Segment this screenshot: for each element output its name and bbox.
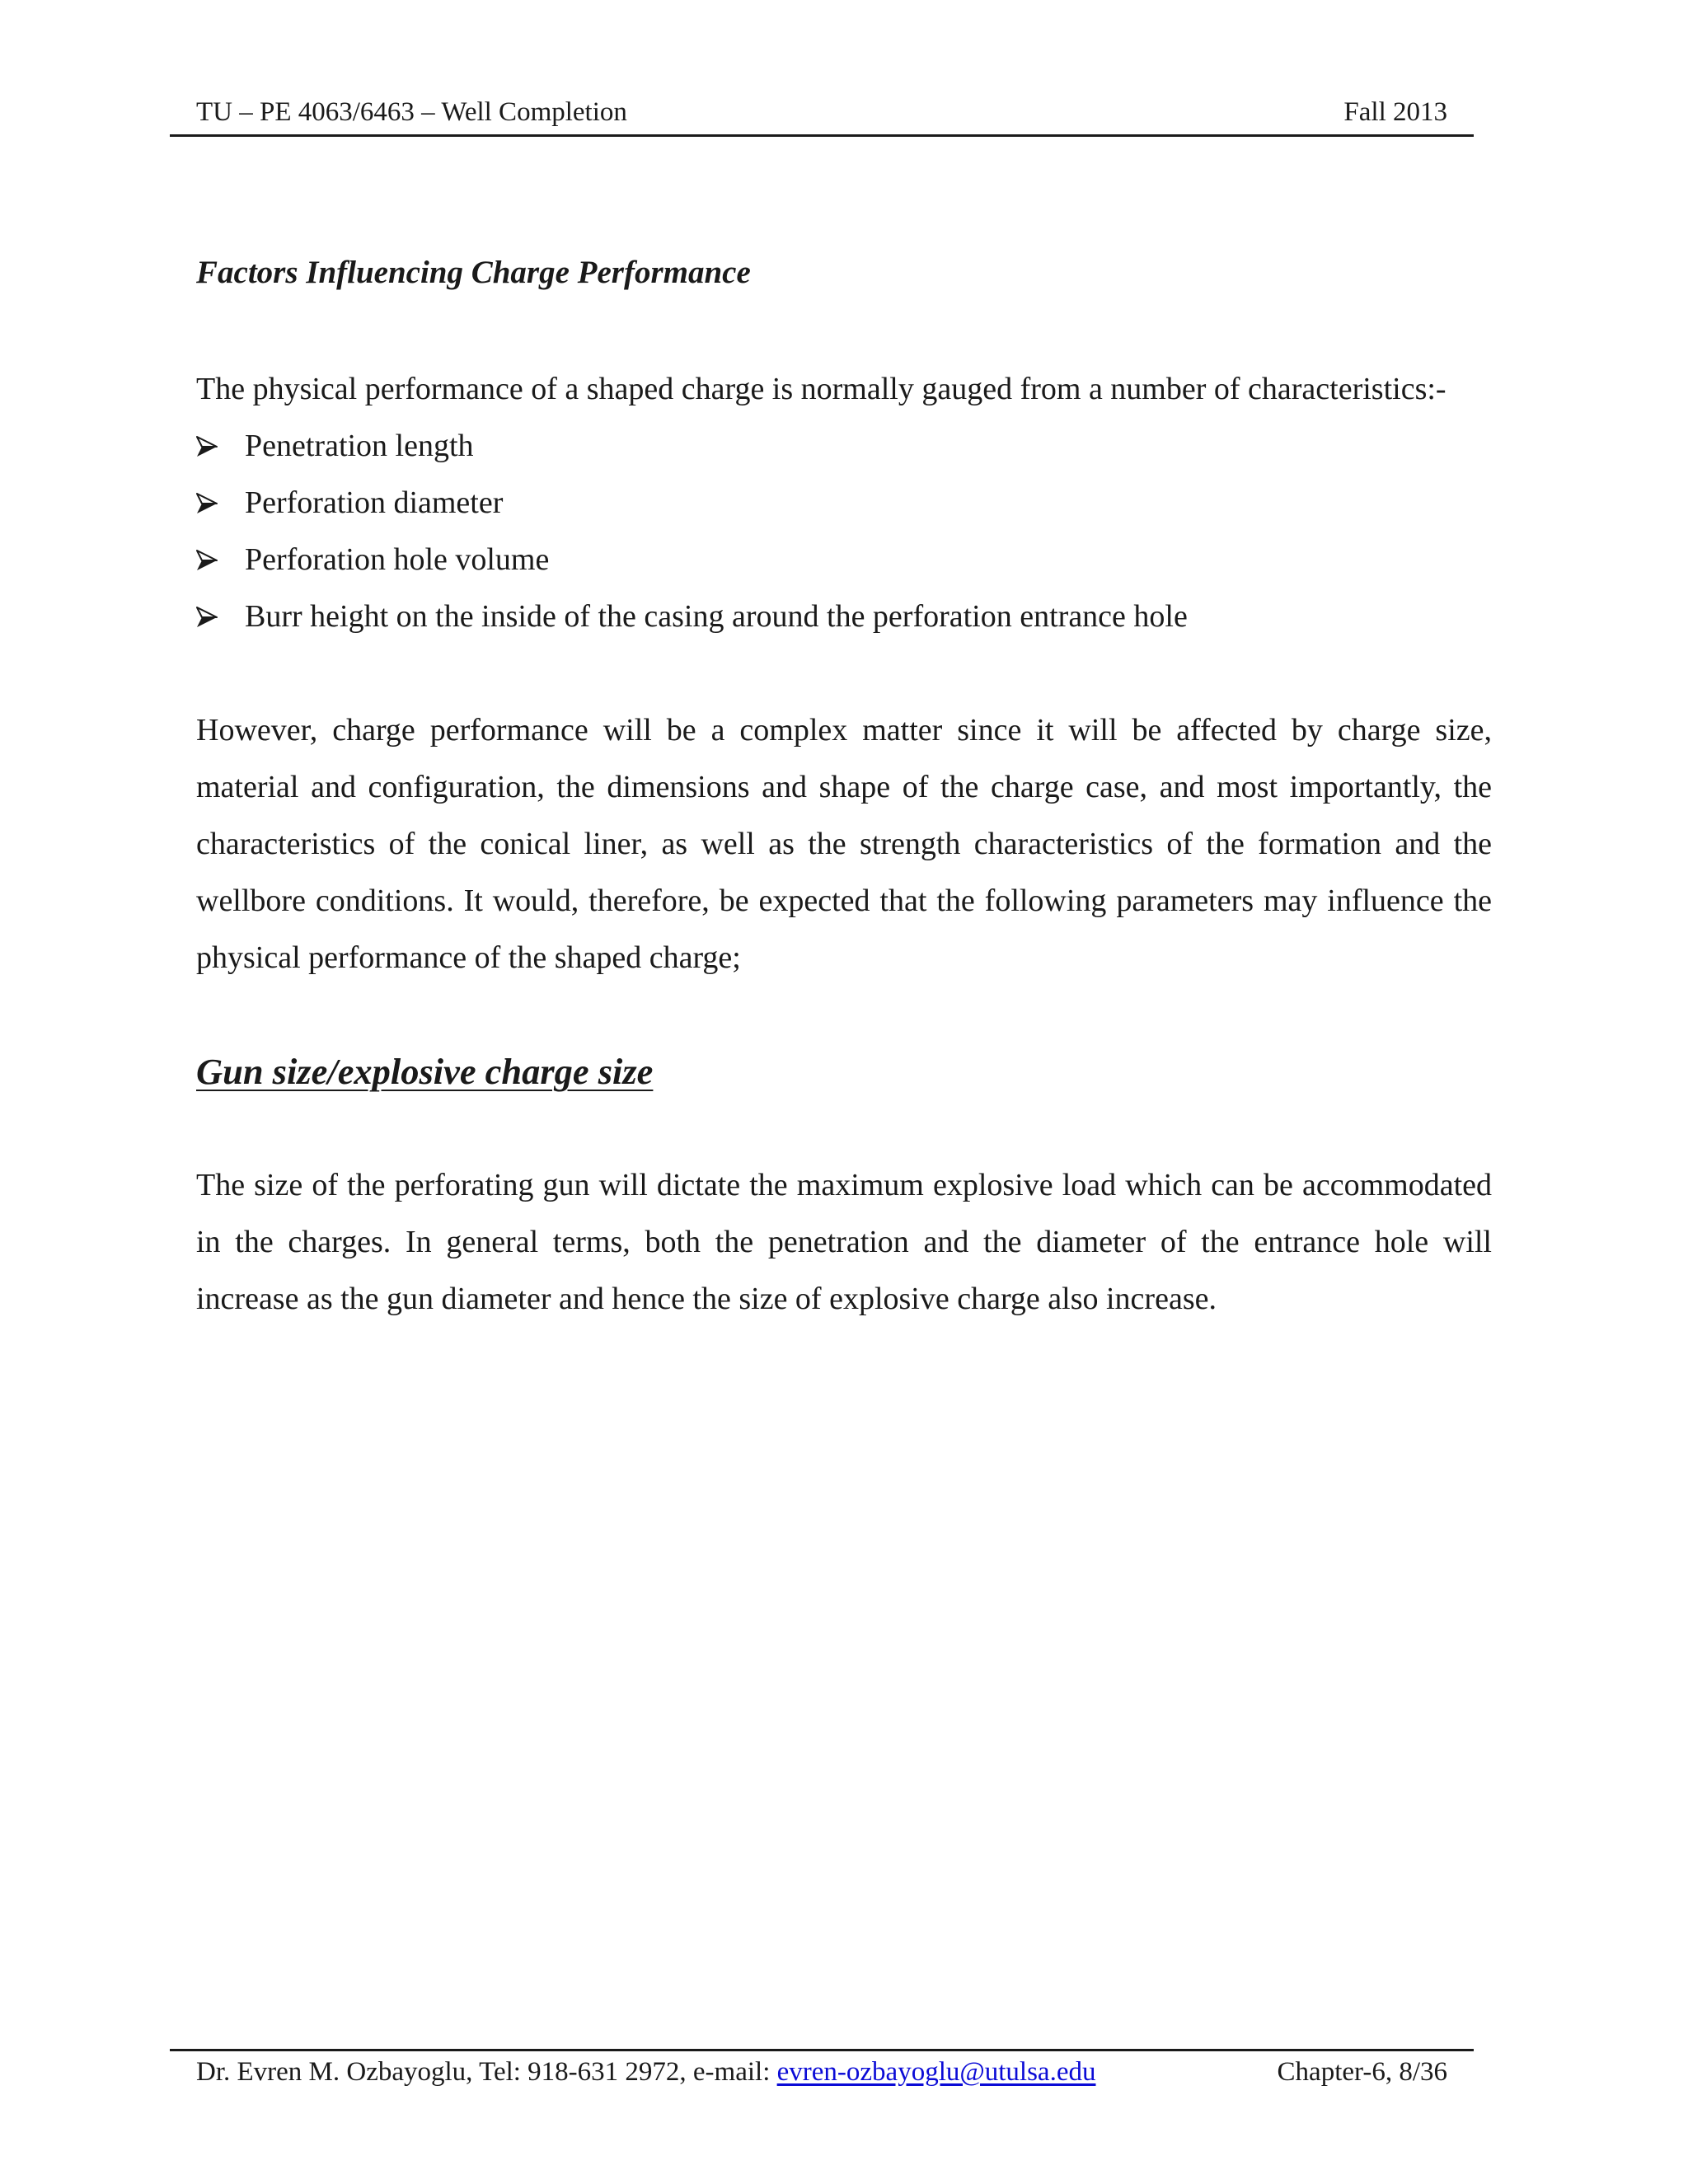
header-course-title: TU – PE 4063/6463 – Well Completion	[196, 97, 627, 127]
performance-paragraph: However, charge performance will be a complex matter since it will be affected by charge size, material and configuration, the dimensions and shape of the charge case, and most importantly, the characteristics of the conical liner, as well as the strength characteristics of the formation and the wellbore conditions. It would, therefore, be expected that the following parameters may influence the physical performance of the shaped charge;	[196, 713, 1492, 975]
author-contact-text: Dr. Evren M. Ozbayoglu, Tel: 918-631 2972, e-mail:	[196, 2057, 777, 2087]
intro-paragraph: The physical performance of a shaped charge is normally gauged from a number of characteristics:-	[196, 372, 1447, 406]
header-term: Fall 2013	[1343, 97, 1447, 127]
list-item	[196, 588, 1492, 645]
section-heading: Factors Influencing Charge Performance	[196, 255, 751, 290]
page-number: Chapter-6, 8/36	[1277, 2057, 1447, 2087]
list-item-text: Penetration length	[245, 429, 474, 463]
subsection-heading: Gun size/explosive charge size	[196, 1051, 654, 1092]
arrowhead-bullet-icon	[196, 588, 227, 645]
arrowhead-bullet-icon	[196, 475, 227, 532]
main-content	[196, 247, 1492, 1328]
arrowhead-bullet-icon	[196, 418, 227, 475]
gun-size-paragraph: The size of the perforating gun will dictate the maximum explosive load which can be accommodated in the charges. In general terms, both the penetration and the diameter of the entrance hole will increase as the gun diameter and hence the size of explosive charge also increase.	[196, 1168, 1492, 1316]
header-divider	[170, 134, 1474, 137]
list-item	[196, 475, 1492, 532]
list-item	[196, 418, 1492, 475]
email-link[interactable]: evren-ozbayoglu@utulsa.edu	[776, 2057, 1096, 2087]
footer-contact	[196, 2055, 1095, 2088]
list-item-text: Perforation hole volume	[245, 542, 550, 577]
footer-divider	[170, 2049, 1474, 2051]
characteristics-list	[196, 418, 1492, 645]
arrowhead-bullet-icon	[196, 532, 227, 588]
list-item-text: Burr height on the inside of the casing around the perforation entrance hole	[245, 599, 1188, 634]
list-item-text: Perforation diameter	[245, 485, 504, 520]
list-item	[196, 532, 1492, 588]
